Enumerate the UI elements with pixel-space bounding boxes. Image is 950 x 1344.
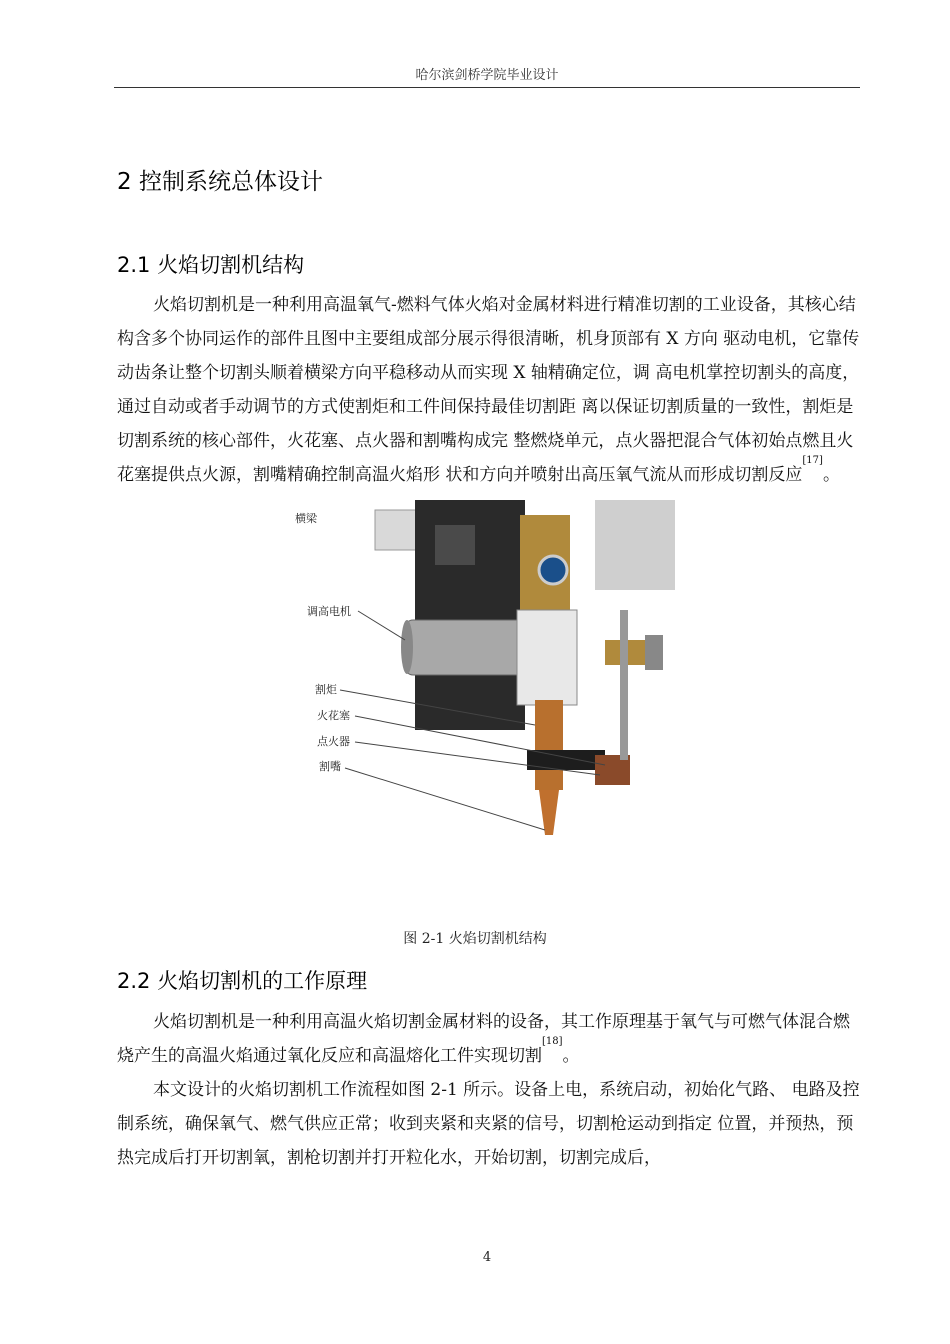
nozzle-shape [539,790,559,835]
paragraph-end: 。 [822,465,840,485]
page-number: 4 [482,1250,492,1265]
running-header: 哈尔滨剑桥学院毕业设计 [415,68,559,83]
section-2-2-paragraph-2 [117,1073,860,1175]
label-spark: 火花塞 [317,709,350,722]
chapter-title: 2 控制系统总体设计 [117,169,323,195]
label-nozzle: 割嘴 [319,760,341,773]
section-title-2-2: 2.2 火焰切割机的工作原理 [117,969,368,993]
section-2-2-paragraph-1 [117,1005,860,1073]
gauge-icon [539,556,567,584]
citation: [18] [542,1036,563,1047]
paragraph-text: 火焰切割机是一种利用高温火焰切割金属材料的设备，其工作原理基于氧气与可燃气体混合燃烧产生的高温火焰通过氧化反应和高温熔化工件实现切割 [117,1012,850,1066]
label-igniter: 点火器 [317,735,350,748]
figure-caption: 图 2-1 火焰切割机结构 [403,931,547,947]
torch-body [535,700,563,790]
label-motor: 调高电机 [307,605,351,618]
label-beam: 横梁 [295,512,317,525]
paragraph-end: 。 [562,1046,580,1066]
mount-block [517,610,577,705]
paragraph-text: 本文设计的火焰切割机工作流程如图 2-1 所示。设备上电，系统启动，初始化气路、 电路及控制系统，确保氧气、燃气供应正常；收到夹紧和夹紧的信号，切割枪运动到指定 位置，并预热，预热完成后打开切割氧，割枪切割并打开粒化水，开始切割，切割完成后， [117,1080,860,1168]
header-rule [114,87,860,88]
section-2-1-paragraph [117,288,860,492]
height-motor [405,620,530,675]
label-torch: 割炬 [315,683,337,696]
section-title-2-1: 2.1 火焰切割机结构 [117,253,305,277]
flame-cutter-figure [295,500,695,840]
citation: [17] [802,455,823,466]
paragraph-text: 火焰切割机是一种利用高温氧气-燃料气体火焰对金属材料进行精准切割的工业设备，其核心结构含多个协同运作的部件且图中主要组成部分展示得很清晰，机身顶部有 X 方向 驱动电机，它靠传动齿条让整个切割头顺着横梁方向平稳移动从而实现 X 轴精确定位，调 高电机掌控切割头的高度，通过自动或者手动调节的方式使割炬和工件间保持最佳切割距 离以保证切割质量的一致性，割炬是切割系统的核心部件，火花塞、点火器和割嘴构成完 整燃烧单元，点火器把混合气体初始点燃且火花塞提供点火源，割嘴精确控制高温火焰形 状和方向并喷射出高压氧气流从而形成切割反应 [117,295,860,485]
